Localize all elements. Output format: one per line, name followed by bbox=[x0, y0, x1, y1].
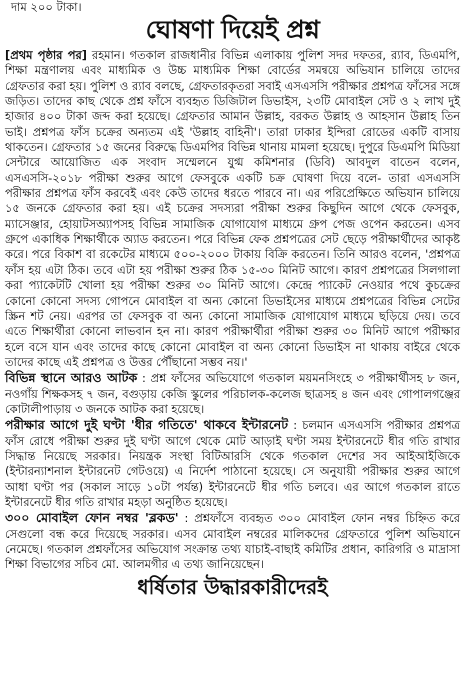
paragraph-2 bbox=[5, 370, 460, 417]
subheading-more-arrests: বিভিন্ন স্থানে আরও আটক bbox=[5, 370, 138, 386]
paragraph-1 bbox=[5, 48, 460, 370]
paragraph-2-text: : প্রশ্ন ফাঁসের অভিযোগে গতকাল ময়মনসিংহে ৩ পরীক্ষার্থীসহ ৮ জন, নওগাঁয় শিক্ষকসহ ৭ জন, বগুড়ায় কেজি স্কুলের পরিচালক-কলেজ ছাত্রসহ ৪ জন এবং গোপালগঞ্জের কোটালীপাড়ায় ৩ জনকে আটক করা হয়েছে। bbox=[5, 371, 460, 416]
price-line: দাম ২০০ টাকা। bbox=[11, 0, 82, 14]
article-headline: ঘোষণা দিয়েই প্রশ্ন bbox=[145, 15, 320, 44]
continued-from-tag: [প্রথম পৃষ্ঠার পর] bbox=[5, 48, 87, 62]
paragraph-4 bbox=[5, 510, 460, 572]
paragraph-3-text: : চলমান এসএসসি পরীক্ষার প্রশ্নপত্র ফাঁস রোধে পরীক্ষা শুরুর দুই ঘণ্টা আগে থেকে মোট আড়াই ঘণ্টা সময় ইন্টারনেটে ধীর গতি রাখার সিদ্ধান্ত নিয়েছে সরকার। নিয়ন্ত্রক সংস্থা বিটিআরসি থেকে গতকাল দেশের সব আইআইজিকে (ইন্টারন্যাশনাল ইন্টারনেট গেটওয়ে) এ নির্দেশ পাঠানো হয়েছে। সে অনুযায়ী পরীক্ষার শুরুর আগে আধা ঘণ্টা পর (সকাল সাড়ে ১০টা পর্যন্ত) ইন্টারনেটে ধীর গতি চলবে। এর আগে গতকাল রাতে ইন্টারনেটে ধীর গতি রাখার মহড়া অনুষ্ঠিত হয়েছে। bbox=[5, 418, 460, 509]
subheading-blocked-numbers: ৩০০ মোবাইল ফোন নম্বর 'ব্লকড' bbox=[5, 510, 179, 526]
paragraph-4-text: : প্রশ্নফাঁসে ব্যবহৃত ৩০০ মোবাইল ফোন নম্বর চিহ্নিত করে সেগুলো বন্ধ করে দিয়েছে সরকার। এসব মোবাইল নম্বরের মালিকদের গ্রেফতারে পুলিশ অভিযানে নেমেছে। গতকাল প্রশ্নফাঁসের অভিযোগ সংক্রান্ত তথ্য যাচাই-বাছাই কমিটির প্রধান, কারিগরি ও মাদ্রাসা শিক্ষা বিভাগের সচিব মো. আলমগীর এ তথ্য জানিয়েছেন। bbox=[5, 511, 460, 572]
paragraph-3 bbox=[5, 417, 460, 510]
paragraph-1-text: রহমান। গতকাল রাজধানীর বিভিন্ন এলাকায় পুলিশ সদর দফতর, র‍্যাব, ডিএমপি, শিক্ষা মন্ত্রণালয় এবং মাধ্যমিক ও উচ্চ মাধ্যমিক শিক্ষা বোর্ডের সমন্বয়ে অভিযান চালিয়ে তাদের গ্রেফতার করা হয়। পুলিশ ও র‍্যাব বলছে, গ্রেফতারকৃতরা সবাই এসএসসি পরীক্ষার প্রশ্নপত্র ফাঁসের সঙ্গে জড়িত। তাদের কাছ থেকে প্রশ্ন ফাঁসে ব্যবহৃত ডিজিটাল ডিভাইস, ২৩টি মোবাইল সেট ও ২ লাখ দুই হাজার ৪০০ টাকা জব্দ করা হয়েছে। গ্রেফতার আমান উল্লাহ, বরকত উল্লাহ ও আহসান উল্লাহ তিন ভাই। প্রশ্নপত্র ফাঁস চক্রের অন্যতম এই 'উল্লাহ বাহিনী'। তারা ঢাকার ইন্দিরা রোডের একটি বাসায় থাকতেন। গ্রেফতার ১৫ জনের বিরুদ্ধে ডিএমপির বিভিন্ন থানায় মামলা হয়েছে। দুপুরে ডিএমপি মিডিয়া সেন্টারে আয়োজিত এক সংবাদ সম্মেলনে যুগ্ম কমিশনার (ডিবি) আবদুল বাতেন বলেন, এসএসসি-২০১৮ পরীক্ষা শুরুর আগে ফেসবুকে একটি চক্র ঘোষণা দিয়ে বলে- তারা এসএসসি পরীক্ষার প্রশ্নপত্র ফাঁস করবেই এবং কেউ তাদের ধরতে পারবে না। এর পরিপ্রেক্ষিতে অভিযান চালিয়ে ১৫ জনকে গ্রেফতার করা হয়। এই চক্রের সদস্যরা পরীক্ষা শুরুর কিছুদিন আগে থেকে ফেসবুক, ম্যাসেঞ্জার, হোয়াটসঅ্যাপসহ বিভিন্ন সামাজিক যোগাযোগ মাধ্যমে গ্রুপ পেজ ওপেন করতেন। এসব গ্রুপে একাধিক শিক্ষার্থীকে অ্যাড করতেন। পরে বিভিন্ন ফেক প্রশ্নপত্রের সেট ছেড়ে পরীক্ষার্থীদের আকৃষ্ট করে। পরে বিকাশ বা রকেটের মাধ্যমে ৫০০-২০০০ টাকায় বিক্রি করতেন। তিনি আরও বলেন, 'প্রশ্নপত্র ফাঁস হয় এটা ঠিক। তবে এটা হয় পরীক্ষা শুরুর ঠিক ১৫-৩০ মিনিট আগে। কারণ প্রশ্নপত্রের সিলগালা করা প্যাকেটটি খোলা হয় পরীক্ষা শুরুর ৩০ মিনিট আগে। কেন্দ্রে প্যাকেট নেওয়ার পথে কুচক্রের কোনো কোনো সদস্য গোপনে মোবাইল বা অন্য কোনো ডিভাইসের মাধ্যমে প্রশ্নপত্রের বিভিন্ন সেটের স্ক্রিন শট নেয়। এরপর তা ফেসবুক বা অন্য কোনো সামাজিক যোগাযোগ মাধ্যমে ছড়িয়ে দেয়। তবে এতে শিক্ষার্থীরা কোনো লাভবান হন না। কারণ পরীক্ষার্থীরা পরীক্ষা শুরুর ৩০ মিনিট আগে পরীক্ষার হলে বসে যান এবং তাদের কাছে কোনো মোবাইল বা অন্য কোনো ডিভাইস না থাকায় বাইরে থেকে তাদের কাছে এই প্রশ্নপত্র ও উত্তর পৌঁছানো সম্ভব নয়।' bbox=[5, 48, 460, 369]
next-article-headline: ধর্ষিতার উদ্ধারকারীদেরই bbox=[137, 574, 328, 599]
subheading-slow-internet: পরীক্ষার আগে দুই ঘণ্টা 'ধীর গতিতে' থাকবে ইন্টারনেট bbox=[5, 417, 289, 433]
article-body bbox=[5, 48, 460, 573]
